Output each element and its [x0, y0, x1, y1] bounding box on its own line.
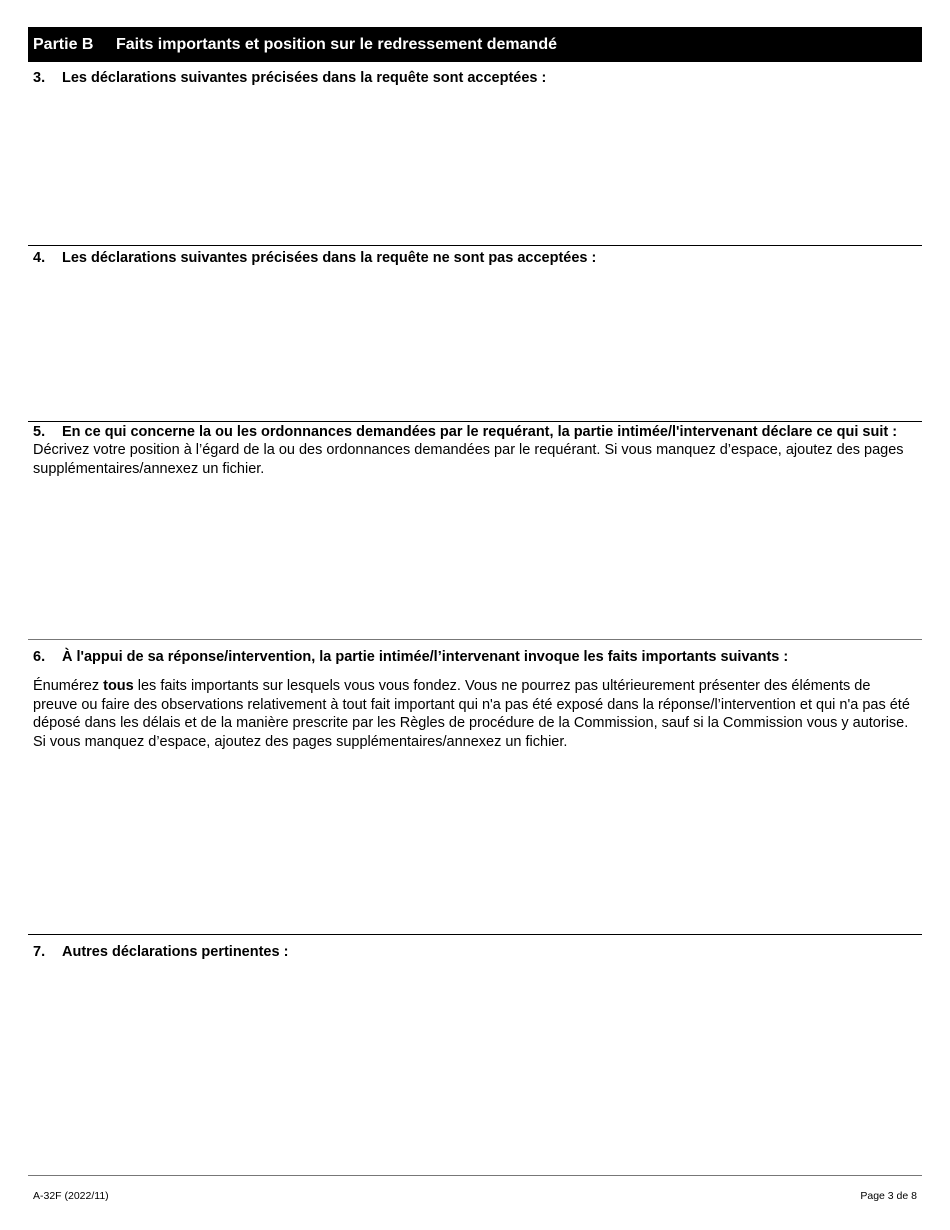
section-6-instructions-rest: les faits importants sur lesquels vous vous fondez. Vous ne pourrez pas ultérieurement présenter des éléments de preuve ou faire des observations relativement à tout fait important qui n'a pas été exposé dans la réponse/l’intervention et qui n'a pas été déposé dans les délais et de la manière prescrite par les Règles de procédure de la Commission, sauf si la Commission vous y autorise. Si vous manquez d’espace, ajoutez des pages supplémentaires/annexez un fichier. — [33, 678, 910, 750]
section-6-instructions — [28, 677, 922, 751]
part-b-header — [28, 27, 922, 62]
section-7 — [28, 943, 922, 1161]
divider — [28, 934, 922, 935]
divider — [28, 421, 922, 422]
section-6-title — [28, 648, 922, 666]
section-5-instructions: Décrivez votre position à l’égard de la ou des ordonnances demandées par le requérant. Si vous manquez d’espace, ajoutez des pages supplémentaires/annexez un fichier. — [33, 442, 904, 477]
section-6-number: 6. — [33, 649, 46, 665]
section-6-instructions-emphasis: tous — [103, 678, 134, 694]
section-4-title — [28, 249, 922, 267]
section-7-title-text: Autres déclarations pertinentes : — [62, 944, 289, 960]
section-6-answer-field[interactable] — [28, 751, 922, 921]
form-id: A-32F (2022/11) — [33, 1190, 109, 1202]
section-4-answer-field[interactable] — [28, 267, 922, 415]
part-title: Faits importants et position sur le redressement demandé — [116, 36, 557, 53]
section-4-title-text: Les déclarations suivantes précisées dans la requête ne sont pas acceptées : — [62, 250, 597, 266]
section-4-number: 4. — [33, 250, 46, 266]
part-code: Partie B — [33, 36, 94, 53]
section-3 — [28, 69, 922, 237]
section-6-instructions-lead: Énumérez — [33, 678, 104, 694]
section-5 — [28, 423, 922, 618]
section-6 — [28, 648, 922, 921]
section-7-answer-field[interactable] — [28, 961, 922, 1161]
footer-divider — [28, 1175, 922, 1176]
section-5-title-text: En ce qui concerne la ou les ordonnances demandées par le requérant, la partie intimée/l'intervenant déclare ce qui suit : — [62, 424, 898, 440]
divider — [28, 245, 922, 246]
section-7-title — [28, 943, 922, 961]
section-7-number: 7. — [33, 944, 46, 960]
page-number: Page 3 de 8 — [860, 1190, 917, 1202]
section-4 — [28, 249, 922, 415]
section-3-title — [28, 69, 922, 87]
section-5-answer-field[interactable] — [28, 478, 922, 618]
section-3-number: 3. — [33, 70, 46, 86]
divider — [28, 639, 922, 640]
section-3-title-text: Les déclarations suivantes précisées dans la requête sont acceptées : — [62, 70, 547, 86]
section-5-number: 5. — [33, 424, 46, 440]
section-6-title-text: À l'appui de sa réponse/intervention, la partie intimée/l’intervenant invoque les faits importants suivants : — [62, 649, 789, 665]
section-5-title — [28, 423, 922, 441]
section-3-answer-field[interactable] — [28, 87, 922, 237]
